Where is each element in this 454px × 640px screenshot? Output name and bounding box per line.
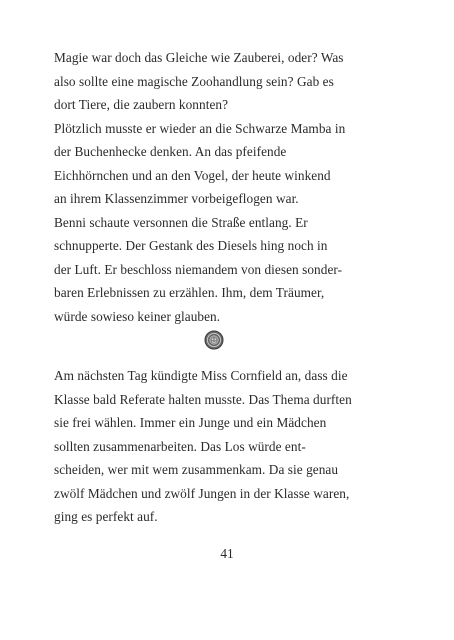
round-coin-ornament-icon: [204, 330, 224, 350]
text-line: dort Tiere, die zaubern konnten?: [54, 97, 229, 112]
text-line: Klasse bald Referate halten musste. Das Thema durften: [54, 391, 352, 407]
text-block-first: [54, 46, 404, 328]
text-block-second: [54, 364, 404, 529]
text-line: schnupperte. Der Gestank des Diesels hing noch in: [54, 238, 328, 253]
text-line: zwölf Mädchen und zwölf Jungen in der Klasse waren,: [54, 485, 350, 501]
text-line: also sollte eine magische Zoohandlung sein? Gab es: [54, 73, 334, 89]
text-line: scheiden, wer mit wem zusammenkam. Da sie genau: [54, 462, 339, 477]
text-line: sollten zusammenarbeiten. Das Los würde ent-: [54, 438, 306, 454]
text-line: sie frei wählen. Immer ein Junge und ein Mädchen: [54, 415, 327, 430]
text-line: Eichhörnchen und an den Vogel, der heute winkend: [54, 167, 331, 183]
text-line: Benni schaute versonnen die Straße entlang. Er: [54, 214, 308, 230]
text-line: an ihrem Klassenzimmer vorbeigeflogen war.: [54, 191, 299, 206]
text-line: Am nächsten Tag kündigte Miss Cornfield an, dass die: [54, 368, 348, 383]
text-line: Plötzlich musste er wieder an die Schwarze Mamba in: [54, 120, 346, 136]
page-number: 41: [220, 546, 234, 561]
text-line: ging es perfekt auf.: [54, 509, 158, 524]
text-line: baren Erlebnissen zu erzählen. Ihm, dem Träumer,: [54, 285, 325, 300]
text-line: Magie war doch das Gleiche wie Zauberei, oder? Was: [54, 50, 344, 65]
text-line: der Luft. Er beschloss niemandem von diesen sonder-: [54, 261, 343, 277]
text-line: würde sowieso keiner glauben.: [54, 308, 221, 324]
text-line: der Buchenhecke denken. An das pfeifende: [54, 144, 287, 159]
